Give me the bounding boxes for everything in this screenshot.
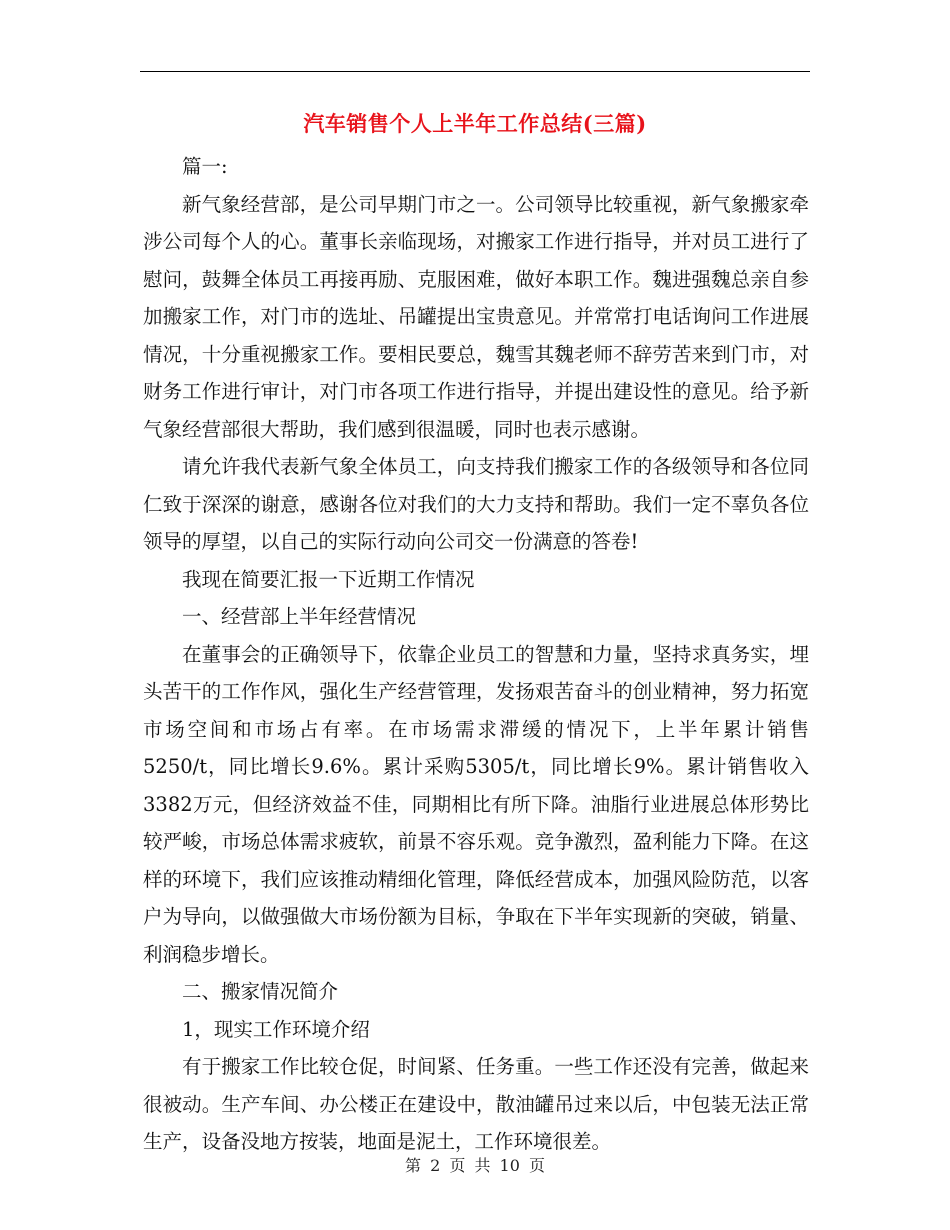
paragraph-work-environment: 有于搬家工作比较仓促，时间紧、任务重。一些工作还没有完善，做起来很被动。生产车间、办公楼正在建设中，散油罐吊过来以后，中包装无法正常生产，设备没地方按装，地面是泥土，工作环境很差。 [143,1055,809,1153]
paragraph-thanks: 请允许我代表新气象全体员工，向支持我们搬家工作的各级领导和各位同仁致于深深的谢意，感谢各位对我们的大力支持和帮助。我们一定不辜负各位领导的厚望，以自己的实际行动向公司交一份满意的答卷! [143,455,809,553]
paragraph-intro: 新气象经营部，是公司早期门市之一。公司领导比较重视，新气象搬家牵涉公司每个人的心。董事长亲临现场，对搬家工作进行指导，并对员工进行了慰问，鼓舞全体员工再接再励、克服困难，做好本职工作。魏进强魏总亲自参加搬家工作，对门市的选址、吊罐提出宝贵意见。并常常打电话询问工作进展情况，十分重视搬家工作。要相民要总，魏雪其魏老师不辞劳苦来到门市，对财务工作进行审计，对门市各项工作进行指导，并提出建设性的意见。给予新气象经营部很大帮助，我们感到很温暖，同时也表示感谢。 [143,192,809,441]
heading-business-status: 一、经营部上半年经营情况 [182,605,417,628]
page-number-footer: 第 2 页 共 10 页 [405,1156,545,1175]
heading-work-environment: 1，现实工作环境介绍 [182,1017,370,1041]
paragraph-report-intro: 我现在简要汇报一下近期工作情况 [182,567,475,591]
header-rule [140,71,810,72]
paragraph-business-status: 在董事会的正确领导下，依靠企业员工的智慧和力量，坚持求真务实，埋头苦干的工作作风，强化生产经营管理，发扬艰苦奋斗的创业精神，努力拓宽市场空间和市场占有率。在市场需求滞缓的情况下，上半年累计销售5250/t，同比增长9.6%。累计采购5305/t，同比增长9%。累计销售收入3382万元，但经济效益不佳，同期相比有所下降。油脂行业进展总体形势比较严峻，市场总体需求疲软，前景不容乐观。竞争激烈，盈利能力下降。在这样的环境下，我们应该推动精细化管理，降低经营成本，加强风险防范，以客户为导向，以做强做大市场份额为目标，争取在下半年实现新的突破，销量、利润稳步增长。 [143,642,809,966]
document-body [143,148,809,1161]
paragraph-section-label: 篇一: [182,155,228,178]
document-title: 汽车销售个人上半年工作总结(三篇) [303,111,647,136]
heading-moving-overview: 二、搬家情况简介 [182,980,339,1003]
